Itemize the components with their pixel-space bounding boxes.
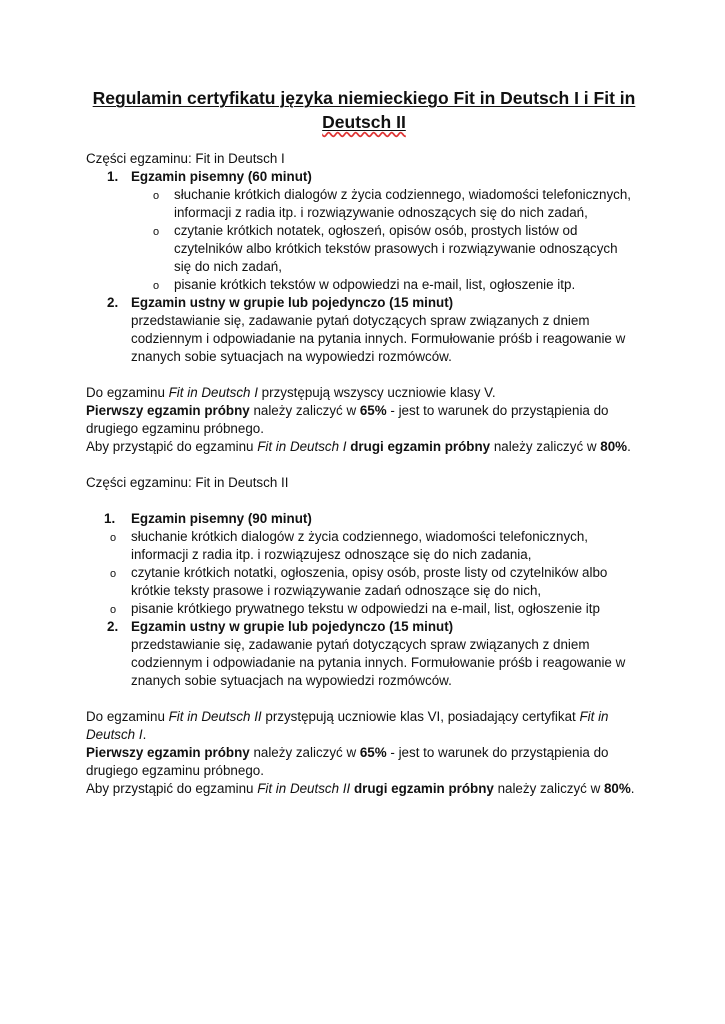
section2-item2-line3: znanych sobie sytuacjach na wypowiedzi rozmówców.	[131, 673, 452, 688]
s1-note2-a: należy zaliczyć w	[249, 403, 360, 418]
s2-note1-a: Do egzaminu	[86, 709, 169, 724]
section1-item2-line1: przedstawianie się, zadawanie pytań dotyczących spraw związanych z dniem	[131, 313, 590, 328]
section1-bullet2-line2: czytelników albo krótkich tekstów prasowych i rozwiązywanie odnoszących	[174, 241, 618, 256]
section1-item1-number: 1.	[107, 169, 119, 184]
s2-note2-bold: Pierwszy egzamin próbny	[86, 745, 250, 760]
section2-note2-line2: drugiego egzaminu próbnego.	[86, 763, 264, 778]
section1-item1-heading: Egzamin pisemny (60 minut)	[131, 169, 312, 184]
section2-bullet1-line1: słuchanie krótkich dialogów z życia codziennego, wiadomości telefonicznych,	[131, 529, 589, 544]
title-line-1: Regulamin certyfikatu języka niemieckiego Fit in Deutsch I i Fit in	[92, 88, 636, 108]
s2-note2-b: - jest to warunek do przystąpienia do	[386, 745, 609, 760]
section1-bullet1-line1: słuchanie krótkich dialogów z życia codziennego, wiadomości telefonicznych,	[174, 187, 632, 202]
section2-header: Części egzaminu: Fit in Deutsch II	[86, 475, 289, 490]
section1-bullet2-line1: czytanie krótkich notatek, ogłoszeń, opisów osób, prostych listów od	[174, 223, 578, 238]
section2-note3	[86, 780, 635, 798]
section1-bullet1-line2: informacji z radia itp. i rozwiązywanie odnoszących się do nich zadań,	[174, 205, 588, 220]
s2-note1-cert2: Deutsch I	[86, 727, 143, 742]
section2-note2	[86, 744, 608, 762]
section2-bullet3-marker: o	[110, 604, 117, 616]
section2-note1-line2	[86, 726, 146, 744]
s2-note1-cert1: Fit in	[579, 709, 609, 724]
s2-note2-pct: 65%	[359, 745, 387, 760]
s2-note3-bold: drugi egzamin próbny	[353, 781, 494, 796]
section1-note3	[86, 438, 631, 456]
s1-note3-bold: drugi egzamin próbny	[350, 439, 491, 454]
section2-note1	[86, 708, 609, 726]
section2-bullet2-line2: krótkie teksty prasowe i rozwiązywanie zadań odnoszące się do nich,	[131, 583, 542, 598]
s1-note3-end: .	[627, 439, 631, 454]
section1-bullet2-marker: o	[153, 226, 160, 238]
section1-note2	[86, 402, 608, 420]
s1-note1-a: Do egzaminu	[86, 385, 169, 400]
section2-bullet2-line1: czytanie krótkich notatki, ogłoszenia, opisy osób, proste listy od czytelników albo	[131, 565, 608, 580]
section2-item2-number: 2.	[107, 619, 119, 634]
section2-item2-line2: codziennym i odpowiadanie na pytania innych. Formułowanie próśb i reagowanie w	[131, 655, 626, 670]
s1-note3-pct: 80%	[600, 439, 628, 454]
section2-item1-number: 1.	[104, 511, 116, 526]
s2-note3-end: .	[630, 781, 635, 796]
title-line-2	[86, 110, 642, 134]
s2-note1-b: przystępują uczniowie klas VI, posiadający certyfikat	[261, 709, 580, 724]
s1-note3-a: Aby przystąpić do egzaminu	[86, 439, 258, 454]
s2-note3-exam: Fit in Deutsch II	[257, 781, 351, 796]
section2-bullet3-line1: pisanie krótkiego prywatnego tekstu w odpowiedzi na e-mail, list, ogłoszenie itp	[131, 601, 600, 616]
section2-bullet2-marker: o	[110, 568, 117, 580]
section1-bullet3-marker: o	[153, 280, 160, 292]
s1-note2-b: - jest to warunek do przystąpienia do	[386, 403, 609, 418]
s1-note3-exam: Fit in Deutsch I	[257, 439, 347, 454]
s1-note2-bold: Pierwszy egzamin próbny	[86, 403, 250, 418]
section1-header: Części egzaminu: Fit in Deutsch I	[86, 151, 285, 166]
s2-note3-pct: 80%	[603, 781, 631, 796]
section1-item2-line3: znanych sobie sytuacjach na wypowiedzi rozmówców.	[131, 349, 452, 364]
title-line-2-text: Deutsch II	[322, 112, 406, 132]
document-title	[86, 86, 642, 134]
s2-note2-a: należy zaliczyć w	[249, 745, 360, 760]
section1-bullet2-line3: się do nich zadań,	[174, 259, 282, 274]
s2-note3-b: należy zaliczyć w	[493, 781, 604, 796]
section2-item1-heading: Egzamin pisemny (90 minut)	[131, 511, 312, 526]
section1-item2-heading: Egzamin ustny w grupie lub pojedynczo (15 minut)	[131, 295, 454, 310]
section1-item2-line2: codziennym i odpowiadanie na pytania innych. Formułowanie próśb i reagowanie w	[131, 331, 626, 346]
section1-note1	[86, 384, 496, 402]
section2-item2-heading: Egzamin ustny w grupie lub pojedynczo (15 minut)	[131, 619, 454, 634]
s2-note1-end: .	[142, 727, 147, 742]
s1-note1-exam: Fit in Deutsch I	[168, 385, 258, 400]
s2-note1-exam: Fit in Deutsch II	[168, 709, 262, 724]
s1-note3-b: należy zaliczyć w	[490, 439, 601, 454]
s1-note1-b: przystępują wszyscy uczniowie klasy V.	[257, 385, 496, 400]
s2-note3-a: Aby przystąpić do egzaminu	[86, 781, 258, 796]
section1-item2-number: 2.	[107, 295, 119, 310]
section1-bullet3-line1: pisanie krótkich tekstów w odpowiedzi na e-mail, list, ogłoszenie itp.	[174, 277, 576, 292]
section1-note2-line2: drugiego egzaminu próbnego.	[86, 421, 264, 436]
section2-item2-line1: przedstawianie się, zadawanie pytań dotyczących spraw związanych z dniem	[131, 637, 590, 652]
section2-bullet1-line2: informacji z radia itp. i rozwiązujesz odnoszące się do nich zadania,	[131, 547, 532, 562]
s1-note2-pct: 65%	[359, 403, 387, 418]
section1-bullet1-marker: o	[153, 190, 160, 202]
section2-bullet1-marker: o	[110, 532, 117, 544]
